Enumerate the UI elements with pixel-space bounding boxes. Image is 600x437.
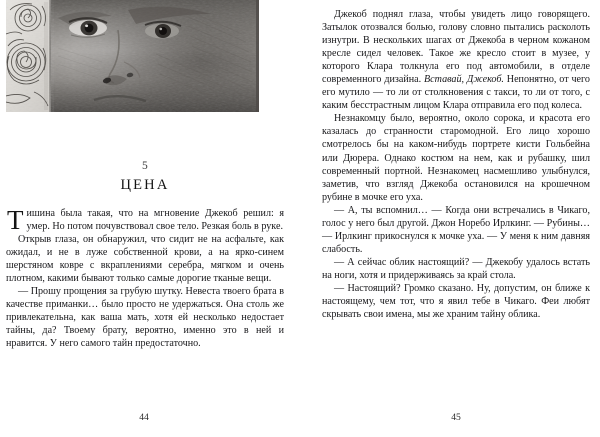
paragraph-text: — А, ты вспомнил… — Когда они встречались в Чикаго, голос у него был другой. Джон Норебо Ирлкинг. — Рубины… — Ирлкинг прикоснулся к мочке уха. — У меня к ним давняя слабость. — [322, 204, 590, 255]
left-page-body — [6, 207, 284, 351]
paragraph — [6, 207, 284, 233]
paragraph — [6, 285, 284, 350]
paragraph-text: ишина была такая, что на мгновение Джекоб решил: я умер. Но потом почувствовал свое тело. Резкая боль в руке. — [26, 208, 284, 233]
paragraph-text: — Настоящий? Громко сказано. Ну, допустим, он ближе к настоящему, чем тот, что я явил тебе в Чикаго. Феи любят скрывать свои имена, мы же храним тайну облика. — [322, 282, 590, 321]
paragraph — [322, 256, 590, 282]
paragraph-text: Джекоб поднял глаза, чтобы увидеть лицо говорящего. Затылок отозвался болью, голову словно пытались расколоть изнутри. В нескольких шагах от Джекоба в черном кожаном кресле сидел человек. Такое же кресло стоит в музее, у которого Клара толкнула его под автомобили, в отделе современного дизайна. — [322, 9, 590, 86]
paragraph — [322, 8, 590, 112]
chapter-illustration — [6, 0, 259, 112]
page-number-left: 44 — [139, 412, 149, 423]
rose-engraving — [6, 0, 50, 112]
paragraph-text: Незнакомцу было, вероятно, около сорока, и красота его казалась до странности старомодной. Его лицо хорошо смотрелось бы на каком-нибудь портрете кисти Гольбейна или Дюрера. Однако костюм на нем, как и рубашку, шил современный портной. Незнакомец насмешливо улыбнулся, заметив, что взгляд Джекоба остановился на крошечном рубине в мочке его уха. — [322, 113, 590, 203]
chapter-number: 5 — [142, 160, 148, 172]
paragraph-text: — Прошу прощения за грубую шутку. Невеста твоего брата в качестве приманки… было просто не удержаться. Она столь же привлекательна, как ваша мать, хотя ей несколько недостает тайны, да? Твоему брату, вероятно, именно это в ней и нравится. У него самого тайн предостаточно. — [6, 286, 284, 350]
chapter-title: ЦЕНА — [120, 177, 170, 193]
pencil-sketch-face-with-roses-icon — [6, 0, 259, 112]
right-page-body — [322, 0, 590, 321]
right-page — [300, 0, 600, 437]
paragraph — [322, 282, 590, 321]
paragraph — [6, 233, 284, 285]
paragraph-text-continued: Непонятно, от чего его мутило — то ли от столкновения с такси, то ли от того, с каким бесстрастным лицом Клара отправила его под колеса. — [322, 74, 590, 112]
drop-cap: Т — [7, 205, 24, 235]
paragraph-text: — А сейчас облик настоящий? — Джекобу удалось встать на ноги, хотя и придерживаясь за край стола. — [322, 256, 590, 281]
paragraph-text: Открыв глаза, он обнаружил, что сидит не на асфальте, как ожидал, и не в луже собственной крови, а на ярко-синем шерстяном ковре с вкраплениями серебра, мягком и очень плотном, какими бывают только самые дорогие тканые вещи. — [6, 234, 284, 285]
page-number-right: 45 — [451, 412, 461, 423]
paragraph — [322, 112, 590, 203]
chapter-heading — [6, 160, 284, 193]
italic-phrase: Вставай, Джекоб. — [424, 74, 504, 86]
paragraph — [322, 204, 590, 256]
